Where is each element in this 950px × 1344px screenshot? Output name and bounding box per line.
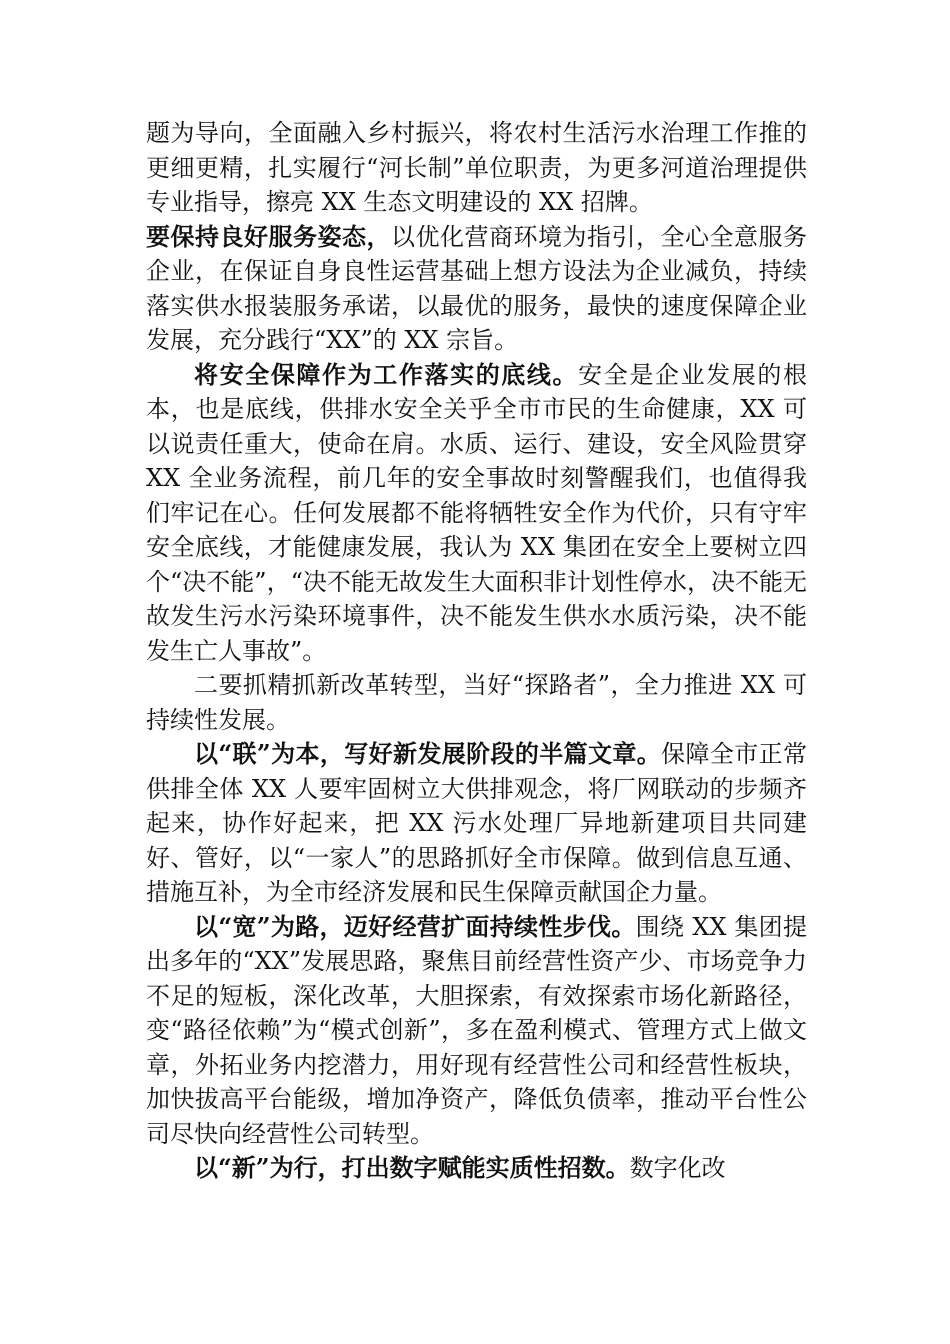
paragraph-4 [146,668,807,737]
paragraph-2-text: 以优化营商环境为指引，全心全意服务企业，在保证自身良性运营基础上想方设法为企业减负，持续落实供水报装服务承诺，以最优的服务，最快的速度保障企业发展，充分践行“XX”的 XX 宗旨。 [146,222,807,354]
paragraph-3-lead: 将安全保障作为工作落实的底线。 [194,359,579,389]
paragraph-6-text: 围绕 XX 集团提出多年的“XX”发展思路，聚焦目前经营性资产少、市场竞争力不足的短板，深化改革，大胆探索，有效探索市场化新路径，变“路径依赖”为“模式创新”，多在盈利模式、管理方式上做文章，外拓业务内挖潜力，用好现有经营性公司和经营性板块，加快拔高平台能级，增加净资产，降低负债率，推动平台性公司尽快向经营性公司转型。 [146,912,807,1148]
document-body [146,116,807,1186]
paragraph-6-lead: 以“宽”为路，迈好经营扩面持续性步伐。 [194,911,636,941]
paragraph-2-lead: 要保持良好服务姿态， [146,221,391,251]
paragraph-2 [146,220,807,358]
paragraph-3-text: 安全是企业发展的根本，也是底线，供排水安全关乎全市市民的生命健康，XX 可以说责任重大，使命在肩。水质、运行、建设，安全风险贯穿 XX 全业务流程，前几年的安全事故时刻警醒我们，也值得我们牢记在心。任何发展都不能将牺牲安全作为代价，只有守牢安全底线，才能健康发展，我认为 XX 集团在安全上要树立四个“决不能”，“决不能无故发生大面积非计划性停水，决不能无故发生污水污染环境事件，决不能发生供水水质污染，决不能发生亡人事故”。 [146,360,808,665]
paragraph-5 [146,737,807,910]
paragraph-3 [146,358,807,669]
paragraph-7-text: 数字化改 [629,1154,726,1182]
paragraph-4-text: 二要抓精抓新改革转型，当好“探路者”，全力推进 XX 可持续性发展。 [146,671,807,734]
paragraph-6 [146,910,807,1152]
paragraph-7-lead: 以“新”为行，打出数字赋能实质性招数。 [194,1153,630,1182]
paragraph-7 [146,1151,807,1186]
paragraph-1-text: 题为导向，全面融入乡村振兴，将农村生活污水治理工作推的更细更精，扎实履行“河长制”单位职责，为更多河道治理提供专业指导，擦亮 XX 生态文明建设的 XX 招牌。 [146,119,807,216]
paragraph-5-lead: 以“联”为本，写好新发展阶段的半篇文章。 [194,739,662,768]
paragraph-1 [146,116,807,220]
paragraph-5-text: 保障全市正常供排全体 XX 人要牢固树立大供排观念，将厂网联动的步频齐起来，协作好起来，把 XX 污水处理厂异地新建项目共同建好、管好，以“一家人”的思路抓好全市保障。做到信息互通、措施互补，为全市经济发展和民生保障贡献国企力量。 [146,740,808,906]
